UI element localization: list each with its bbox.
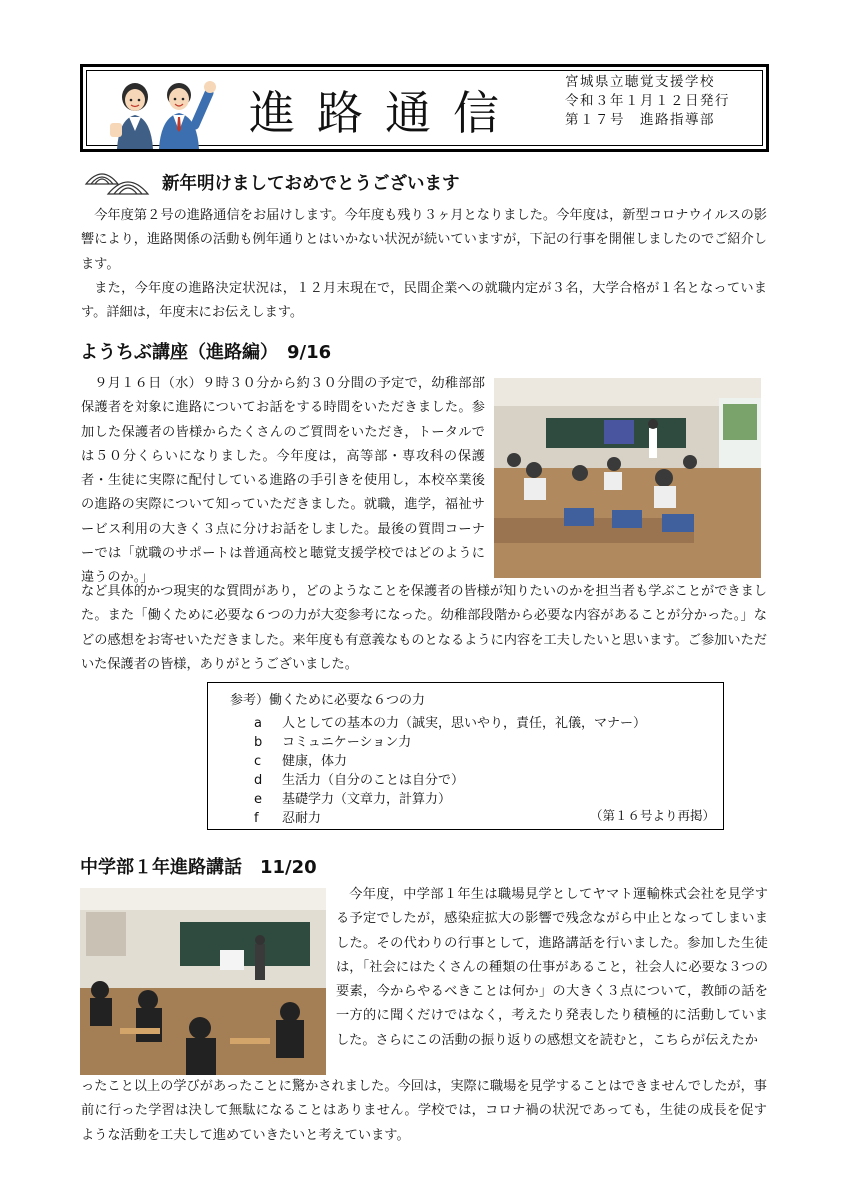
newsletter-header (80, 64, 769, 152)
reference-box (207, 682, 724, 830)
reference-item: d 生活力（自分のことは自分で） (254, 773, 465, 788)
section-heading: ようちぶ講座（進路編） 9/16 (80, 342, 332, 363)
teachers-illustration-icon (105, 75, 223, 149)
reference-item: c 健康，体力 (254, 754, 348, 769)
reference-note: （第１６号より再掲） (589, 808, 715, 823)
junior-high-lecture-photo (80, 888, 326, 1075)
reference-item: a 人としての基本の力（誠実，思いやり，責任，礼儀，マナー） (254, 716, 647, 731)
header-inner-border (86, 70, 763, 146)
reference-item: b コミュニケーション力 (254, 735, 412, 750)
pine-icon (84, 160, 154, 200)
intro-text (81, 204, 767, 325)
reference-item: f 忍耐力 (254, 811, 322, 826)
kindergarten-lecture-photo (494, 378, 761, 578)
section2-text: 今年度，中学部１年生は職場見学としてヤマト運輸株式会社を見学する予定でしたが，感染症拡大の影響で残念ながら中止となってしまいました。その代わりの行事として，進路講話を行いました。参加した生徒は，「社会にはたくさんの種類の仕事があること，社会人に必要な３つの要素，今からやるべきことは何か」の大きく３点について，教師の話を一方的に聞くだけではなく，考えたり発表したり積極的に活動していました。さらにこの活動の振り返りの感想文を読むと，こちらが伝えたか (336, 887, 768, 1048)
section1-text-continued: など具体的かつ現実的な質問があり，どのようなことを保護者の皆様が知りたいのかを担当者も学ぶことができました。また「働くために必要な６つの力が大変参考になった。幼稚部段階から必要な内容があることが分かった。」などの感想をお寄せいただきました。来年度も有意義なものとなるように内容を工夫したいと思います。ご参加いただいた保護者の皆様，ありがとうございました。 (81, 584, 767, 672)
intro-paragraph: 今年度第２号の進路通信をお届けします。今年度も残り３ヶ月となりました。今年度は，新型コロナウイルスの影響により，進路関係の活動も例年通りとはいかない状況が続いていますが，下記の行事を開催しましたのでご紹介します。 (81, 208, 767, 272)
publish-date: 令和３年１月１２日発行 (565, 93, 730, 109)
section1-text: ９月１６日（水）９時３０分から約３０分間の予定で，幼稚部部保護者を対象に進路についてお話をする時間をいただきました。参加した保護者の皆様からたくさんのご質問をいただき，トータルでは５０分くらいになりました。今年度は，高等部・専攻科の保護者・生徒に実際に配付している進路の手引きを使用し，本校卒業後の進路の実際について知っていただきました。就職，進学，福祉サービス利用の大きく３点に分けお話をしました。最後の質問コーナーでは「就職のサポートは普通高校と聴覚支援学校ではどのように違うのか。」 (81, 376, 485, 586)
intro-paragraph: また，今年度の進路決定状況は，１２月末現在で，民間企業への就職内定が３名，大学合格が１名となっています。詳細は，年度末にお伝えします。 (81, 280, 767, 321)
issue-number: 第１７号 進路指導部 (565, 112, 715, 128)
section-heading: 中学部１年進路講話 11/20 (80, 857, 317, 878)
newsletter-title: 進路通信 (249, 86, 521, 140)
newyear-heading: 新年明けましておめでとうございます (162, 174, 460, 194)
header-info (565, 73, 765, 130)
school-name: 宮城県立聴覚支援学校 (565, 74, 715, 90)
reference-item: e 基礎学力（文章力，計算力） (254, 792, 452, 807)
section2-text-continued: ったこと以上の学びがあったことに驚かされました。今回は，実際に職場を見学することはできませんでしたが，事前に行った学習は決して無駄になることはありません。学校では，コロナ禍の状況であっても，生徒の成長を促すような活動を工夫して進めていきたいと考えています。 (81, 1079, 767, 1143)
reference-title: 参考）働くために必要な６つの力 (230, 693, 426, 708)
